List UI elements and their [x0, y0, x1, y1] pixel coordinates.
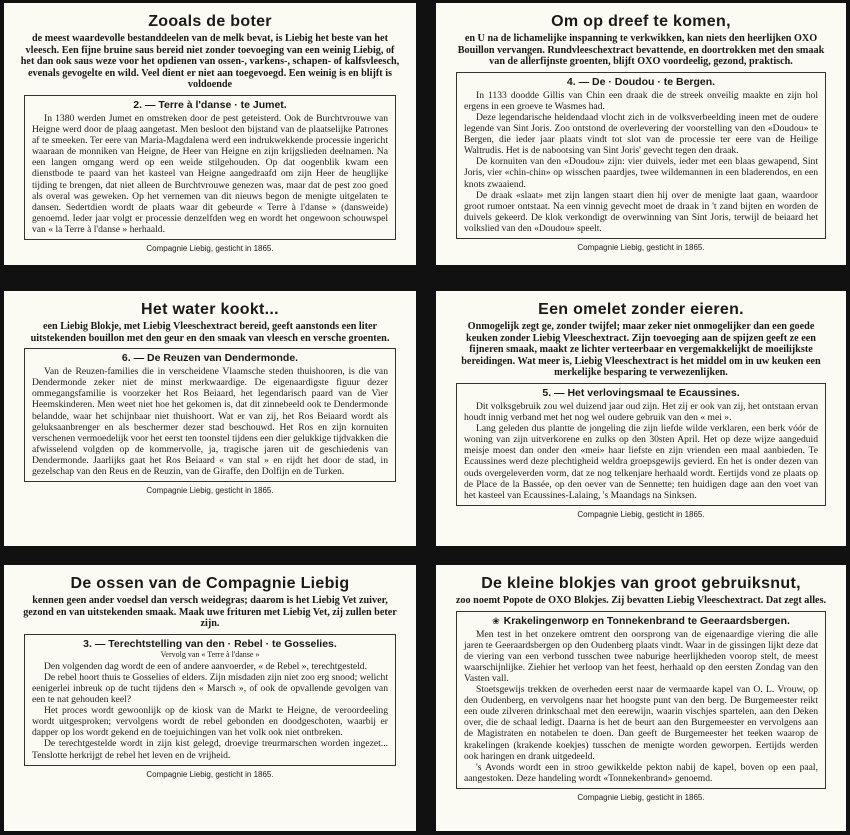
story-paragraph: Men test in het onzekere omtrent den oorsprong van de eigenaardige viering die alle jaren te Geeraardsbergen op den Oudenberg plaats vindt. Waar in de gissingen lijkt deze dat de viering van een verbond tusschen twee naburige heerlijkheden voorop stelt, de meest waarschijnlijke. Ziehier het verloop van het feest, herhaald op den eersten Zondag van den Vasten vall.	[464, 628, 818, 684]
story-title: 2. — Terre à l'danse · te Jumet.	[133, 98, 287, 111]
story-title-row	[464, 615, 818, 627]
story-body	[464, 629, 818, 784]
story-paragraph: De kornuiten van den «Doudou» zijn: vier duivels, ieder met een blaas gewapend, Sint Joris, vier «chin-chin» op wisschen paardjes, twee wildemannen in een bladerendos, en een knots zwaaiend.	[464, 156, 818, 190]
card-intro: en U na de lichamelijke inspanning te verkwikken, kan niets den heerlijken OXO Bouillon vervangen. Rundvleeschextract bevattende, en doortrokken met den smaak van de allerfijnste groenten, blijft OXO voordeelig, gezond, praktisch.	[457, 33, 825, 68]
story-title: Krakelingenworp en Tonnekenbrand te Geeraardsbergen.	[503, 614, 790, 627]
story-paragraph: 's Avonds wordt een in stroo gewikkelde pekton nabij de kapel, boven op een paal, aangestoken. Deze handeling wordt «Tonnekenbrand» genoemd.	[464, 761, 818, 784]
story-body	[32, 366, 388, 477]
fleuron-icon: ❀	[492, 615, 500, 626]
card-footer: Compagnie Liebig, gesticht in 1865.	[146, 244, 274, 253]
story-paragraph: Deze legendarische heldendaad vlocht zich in de volksverbeelding ineen met de oudere legende van Sint Joris. Zoo ontstond de overlevering der voorstelling van den «Doudou» te Bergen, die ieder jaar plaats vindt tot slot van de processie ter eere van de Heilige Waltrudis. Het is de nabootsing van Sint Joris' gevecht tegen den draak.	[464, 111, 818, 157]
card-footer: Compagnie Liebig, gesticht in 1865.	[577, 792, 705, 802]
story-body	[32, 661, 388, 761]
story-paragraph: Dit volksgebruik zou wel duizend jaar oud zijn. Het zij er ook van zij, het ontstaan ervan houdt innig verband met het nog wel oudere gebruik van den « mei ».	[464, 400, 818, 424]
card-title: Het water kookt...	[141, 301, 279, 318]
card-krakelingenworp	[436, 565, 846, 831]
card-intro: de meest waardevolle bestanddeelen van de melk bevat, is Liebig het beste van het vleesch. Een fijne bruine saus bereid niet zonder toevoeging van een weinig Liebig, of het dan ook saus weze voor het opdienen van ossen-, varkens-, schapen- of kalfsvleesch, evenals gevogelte en wild. Veel dient er niet aan toegevoegd. Een weinig is en blijft is voldoende	[20, 33, 400, 91]
story-title: 4. — De · Doudou · te Bergen.	[566, 75, 716, 88]
story-paragraph: In 1133 doodde Gillis van Chin een draak die de streek onveilig maakte en zijn hol ergens in een groeve te Wasmes had.	[464, 89, 818, 112]
card-title: Zooals de boter	[148, 13, 272, 30]
card-title: De kleine blokjes van groot gebruiksnut,	[481, 575, 801, 592]
story-box	[24, 348, 396, 482]
story-paragraph: Stoetsgewijs trekken de overheden eerst naar de vermaarde kapel van O. L. Vrouw, op den Oudenberg, en vervolgens naar het hoogste punt van den berg. De Burgemeester reikt een oude zilveren drinkschaal met den eerewijn, waarin vischjes spartelen, aan den Deken over, die de schaal ledigt. Daarna is het de beurt aan den Burgemeester en vervolgens aan de Magistraten en notabelen te doen. Dan geeft de Burgemeester het teeken waarop de krakelingen (krakende koekjes) tusschen de menigte worden geworpen. Eertijds werden ook haringen en drank uitgedeeld.	[464, 684, 818, 762]
story-box	[24, 95, 396, 240]
card-verlovingsmaal-ecaussines	[436, 291, 846, 546]
story-title: 3. — Terechtstelling van den · Rebel · te Gosselies.	[83, 637, 337, 650]
card-intro: kennen geen ander voedsel dan versch weidegras; daarom is het Liebig Vet zuiver, gezond en van uitstekenden smaak. Maak uwe frituren met Liebig Vet, zij zullen beter zijn.	[23, 595, 397, 630]
story-box	[456, 72, 826, 239]
story-box	[456, 383, 826, 506]
card-doudou-bergen	[436, 3, 846, 265]
story-paragraph: Het proces wordt gewoonlijk op de kiosk van de Markt te Heigne, de veroordeeling wordt uitgesproken; vervolgens wordt de rebel gebonden en doodgeschoten, waarbij er dapper op los wordt gekend en de toejuichingen van het volk ook niet ontbreken.	[32, 705, 388, 739]
story-paragraph: Den volgenden dag wordt de een of andere aanvoerder, « de Rebel », terechtgesteld.	[44, 660, 368, 672]
card-title: Een omelet zonder eieren.	[538, 301, 744, 318]
card-intro: zoo noemt Popote de OXO Blokjes. Zij bevatten Liebig Vleeschextract. Dat zegt alles.	[455, 595, 827, 606]
card-title: Om op dreef te komen,	[551, 13, 731, 30]
story-paragraph: Lang geleden dus plantte de jongeling die zijn liefde wilde verklaren, een berk vóór de woning van zijn uitverkorene en zulks op den 30sten April. Het op deze wijze aangeduid meisje moest dan onder den «mei» haar liefste en zijn vrienden een maal aanbieden. Te Ecaussines werd deze plechtigheid weldra groepsgewijs gevierd. En het is onder dezen van ouds overgeleverden vorm, dat ze nog telkenjare herhaald wordt. Eertijds vond ze plaats op de Place de la Bassée, op den oever van de Sennette; ten huidigen dage aan den voet van het kasteel van Ecaussines-Lalaing, 's Maandags na Sinksen.	[464, 423, 818, 501]
card-intro: Onmogelijk zegt ge, zonder twijfel; maar zeker niet onmogelijker dan een goede keuken zonder Liebig Vleeschextract. Zijn toevoeging aan de spijzen geeft ze een fijneren smaak, maakt ze lichter verteerbaar en vergemakkelijkt de moeilijkste bereidingen. Wat meer is, Liebig Vleeschextract is het middel om in uw keuken een merkelijke besparing te verwezenlijken.	[461, 321, 821, 379]
card-footer: Compagnie Liebig, gesticht in 1865.	[577, 509, 705, 519]
card-terre-a-l-danse	[4, 3, 416, 265]
story-box	[456, 611, 826, 789]
story-paragraph: De draak «slaat» met zijn langen staart dien hij over de menigte laat gaan, waardoor groot rumoer ontstaat. Na een vinnig gevecht moet de draak in 't zand bijten en worden de duivels gekeerd. De klok verkondigt de overwinning van Sint Joris, terwijl de beiaard het volkslied van den «Doudou» speelt.	[464, 189, 818, 234]
story-paragraph: De terechtgestelde wordt in zijn kist gelegd, droevige treurmarschen worden ingezet... Tenslotte herkrijgt de rebel het leven en de vrijheid.	[32, 738, 388, 761]
story-paragraph: De rebel hoort thuis te Gosselies of elders. Zijn misdaden zijn niet zoo erg snood; welicht eenigerlei inbreuk op de tucht tijdens den « Marsch », of ook de opvallende gevolgen van een te nat gehouden keel?	[32, 671, 388, 706]
story-subtitle: Vervolg van « Terre à l'danse »	[160, 649, 260, 659]
story-body	[32, 113, 388, 235]
card-title: De ossen van de Compagnie Liebig	[70, 575, 350, 592]
story-paragraph: Van de Reuzen-families die in verscheidene Vlaamsche steden thuishooren, is die van Dendermonde zeker niet de minst merkwaardige. De eigenaardigste figuur dezer ommegangsfamilie is voorzeker het Ros Beiaard, het legendarisch paard van de Vier Heemskinderen. Men weet niet hoe het gekomen is, dat dit zinnebeeld ook te Dendermonde belandde, waar het schijnbaar niet thuishoort. Wat er van zij, het Ros Beiaard wordt als geluksaanbrenger en als beschermer dezer stad beschouwd. Het Ros en zijn kornuiten verschenen vermoedelijk voor het eerst ten toonstel tijdens een dier gelukkige tijdvakken die afwisselend volgden op de kommervolle, ja, tragische jaren uit de geschiedenis van Dendermonde. Jaarlijks gaat het Ros Beiaard « van stal » en rijdt het door de stad, in gezelschap van den Reus en de Reuzin, van de Giraffe, den Dolfijn en de Turken.	[32, 366, 388, 478]
story-body	[464, 401, 818, 501]
card-footer: Compagnie Liebig, gesticht in 1865.	[146, 486, 274, 496]
story-paragraph: In 1380 werden Jumet en omstreken door de pest geteisterd. Ook de Burchtvrouwe van Heigne werd door de plaag aangetast. Men besloot den bijstand van de plaatselijke Patrones af te smeeken. Ter eere van Maria-Magdalena werd een indrukwekkende processie ingericht waaraan de monniken van Heigne, de Heer van Heigne en zijn krijgslieden deelnamen. Na een langen omgang werd op een weide stilgehouden. Op dat oogenblik kwam een dienstbode te paard van het kasteel van Heigne aangedraafd om zijn Heer de heuglijke tijding te brengen, dat niet alleen de Burchtvrouwe genezen was, maar dat de pest zoo goed als overal was geweken. Op het vernemen van dit nieuws begon de menigte uitgelaten te dansen. Sedertdien wordt de plaats waar dit gebeurde « Terre à l'danse » (dansweide) genoemd. Ieder jaar volgt er processie denzelfden weg en wordt het ongewoon schouwspel van « la Terre à l'danse » herhaald.	[32, 112, 388, 235]
story-body	[464, 90, 818, 234]
card-footer: Compagnie Liebig, gesticht in 1865.	[146, 769, 274, 779]
card-footer: Compagnie Liebig, gesticht in 1865.	[577, 243, 705, 252]
card-intro: een Liebig Blokje, met Liebig Vleeschextract bereid, geeft aanstonds een liter uitstekenden bouillon met den geur en den smaak van vleesch en versche groenten.	[30, 321, 390, 344]
story-title: 6. — De Reuzen van Dendermonde.	[121, 352, 299, 365]
story-box	[24, 634, 396, 766]
card-reuzen-dendermonde	[4, 291, 416, 546]
card-rebel-gosselies	[4, 565, 416, 831]
story-title: 5. — Het verlovingsmaal te Ecaussines.	[542, 386, 740, 399]
